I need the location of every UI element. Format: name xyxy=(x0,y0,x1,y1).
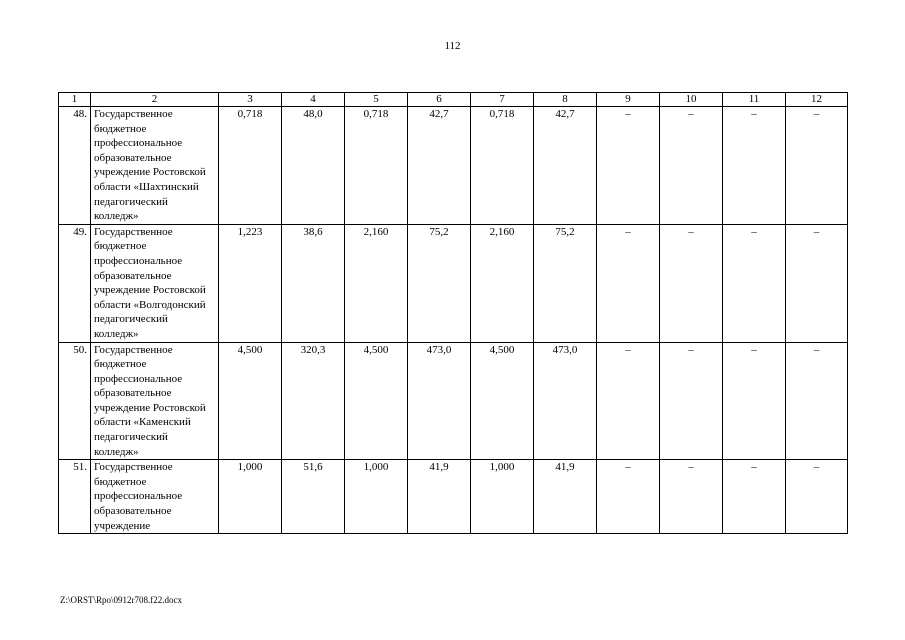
column-header: 10 xyxy=(660,93,723,107)
value-cell: 38,6 xyxy=(282,224,345,342)
value-cell: 4,500 xyxy=(345,342,408,460)
value-cell: – xyxy=(660,460,723,534)
value-cell: 2,160 xyxy=(471,224,534,342)
value-cell: – xyxy=(660,342,723,460)
page-number: 112 xyxy=(444,40,461,52)
row-number: 50. xyxy=(59,342,91,460)
column-header: 3 xyxy=(219,93,282,107)
column-header: 1 xyxy=(59,93,91,107)
column-header: 5 xyxy=(345,93,408,107)
value-cell: – xyxy=(786,107,848,225)
table-row xyxy=(59,342,848,460)
value-cell: – xyxy=(786,460,848,534)
value-cell: 0,718 xyxy=(345,107,408,225)
row-number: 49. xyxy=(59,224,91,342)
value-cell: – xyxy=(723,107,786,225)
column-header: 6 xyxy=(408,93,471,107)
value-cell: 42,7 xyxy=(408,107,471,225)
value-cell: 4,500 xyxy=(219,342,282,460)
column-header: 11 xyxy=(723,93,786,107)
value-cell: 1,223 xyxy=(219,224,282,342)
value-cell: 2,160 xyxy=(345,224,408,342)
value-cell: 75,2 xyxy=(534,224,597,342)
value-cell: 48,0 xyxy=(282,107,345,225)
value-cell: – xyxy=(597,224,660,342)
value-cell: 0,718 xyxy=(219,107,282,225)
data-table xyxy=(58,92,848,534)
value-cell: – xyxy=(786,224,848,342)
institution-name: Государственное бюджетное профессиональное образовательное учреждение Ростовской области «Шахтинский педагогический колледж» xyxy=(91,107,219,225)
value-cell: 41,9 xyxy=(534,460,597,534)
value-cell: – xyxy=(660,224,723,342)
value-cell: 4,500 xyxy=(471,342,534,460)
table-row xyxy=(59,224,848,342)
column-header: 8 xyxy=(534,93,597,107)
value-cell: 473,0 xyxy=(534,342,597,460)
value-cell: – xyxy=(786,342,848,460)
institution-name: Государственное бюджетное профессиональное образовательное учреждение Ростовской области «Волгодонский педагогический колледж» xyxy=(91,224,219,342)
value-cell: 473,0 xyxy=(408,342,471,460)
column-header: 12 xyxy=(786,93,848,107)
value-cell: – xyxy=(597,342,660,460)
value-cell: 1,000 xyxy=(471,460,534,534)
value-cell: 75,2 xyxy=(408,224,471,342)
row-number: 48. xyxy=(59,107,91,225)
row-number: 51. xyxy=(59,460,91,534)
value-cell: 1,000 xyxy=(219,460,282,534)
table-header-row xyxy=(59,93,848,107)
value-cell: – xyxy=(660,107,723,225)
value-cell: 42,7 xyxy=(534,107,597,225)
value-cell: 1,000 xyxy=(345,460,408,534)
value-cell: – xyxy=(597,107,660,225)
value-cell: – xyxy=(597,460,660,534)
table-row xyxy=(59,107,848,225)
table-row xyxy=(59,460,848,534)
value-cell: – xyxy=(723,460,786,534)
value-cell: – xyxy=(723,342,786,460)
institution-name: Государственное бюджетное профессиональное образовательное учреждение xyxy=(91,460,219,534)
footer-file-path: Z:\ORST\Rpo\0912r708.f22.docx xyxy=(60,595,182,605)
column-header: 9 xyxy=(597,93,660,107)
column-header: 4 xyxy=(282,93,345,107)
value-cell: – xyxy=(723,224,786,342)
column-header: 2 xyxy=(91,93,219,107)
value-cell: 41,9 xyxy=(408,460,471,534)
value-cell: 0,718 xyxy=(471,107,534,225)
column-header: 7 xyxy=(471,93,534,107)
institution-name: Государственное бюджетное профессиональное образовательное учреждение Ростовской области «Каменский педагогический колледж» xyxy=(91,342,219,460)
value-cell: 320,3 xyxy=(282,342,345,460)
value-cell: 51,6 xyxy=(282,460,345,534)
